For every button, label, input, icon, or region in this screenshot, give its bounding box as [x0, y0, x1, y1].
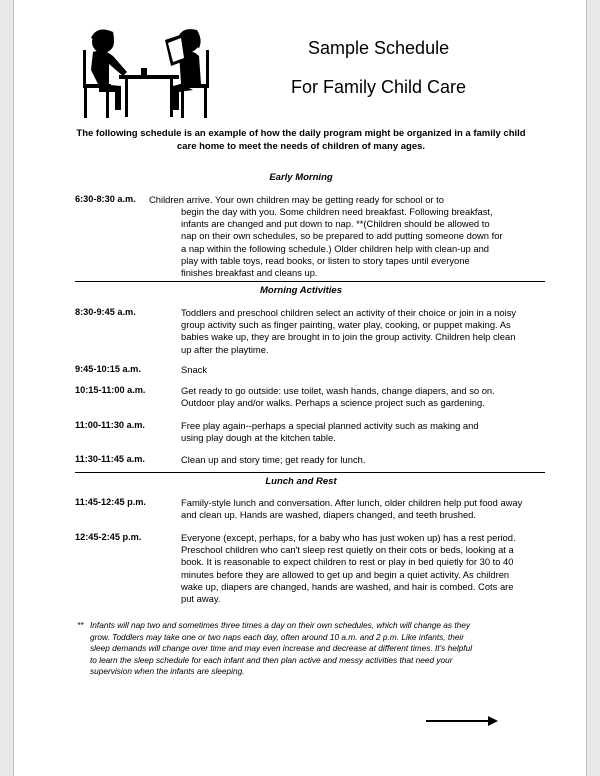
- schedule-time: 6:30-8:30 a.m.: [75, 194, 136, 204]
- schedule-time: 12:45-2:45 p.m.: [75, 532, 142, 542]
- footnote-line: Infants will nap two and sometimes three times a day on their own schedules, which will change as they: [90, 620, 471, 630]
- intro-paragraph: [54, 127, 548, 153]
- page-title: Sample Schedule: [308, 38, 450, 58]
- children-at-table-illustration: [69, 20, 219, 120]
- right-arrow-icon: [424, 714, 500, 728]
- section-heading-early-morning: Early Morning: [269, 172, 333, 183]
- activity-line: book. It is reasonable to expect children to rest or play in bed quietly for 30 to 40: [181, 556, 514, 568]
- page-subtitle: For Family Child Care: [291, 77, 467, 97]
- schedule-activity: [181, 532, 576, 605]
- activity-line: up after the playtime.: [181, 343, 269, 355]
- footnote-line: to learn the sleep schedule for each infant and then plan active and messy activities that need your: [90, 654, 453, 665]
- activity-line: a nap within the following schedule.) Older children help with clean-up and: [181, 242, 489, 254]
- activity-line: Get ready to go outside: use toilet, wash hands, change diapers, and so on.: [181, 385, 495, 396]
- activity-line: wake up, diapers are changed, hands are washed, and hair is combed. Cots are: [181, 580, 514, 592]
- footnote-line: supervision when the infants are sleeping.: [90, 666, 245, 677]
- section-divider: [75, 281, 545, 282]
- activity-line: Preschool children who can't sleep rest quietly on their cots or beds, looking at a: [181, 544, 514, 556]
- schedule-time: 11:45-12:45 p.m.: [75, 497, 146, 507]
- section-heading-lunch-and-rest: Lunch and Rest: [265, 476, 337, 487]
- activity-line: minutes before they are allowed to get up and begin a quiet activity. As children: [181, 568, 510, 580]
- activity-line: Free play again--perhaps a special planned activity such as making and: [181, 420, 479, 431]
- activity-line: Toddlers and preschool children select an activity of their choice or join in a noisy: [181, 307, 517, 318]
- activity-line: using play dough at the kitchen table.: [181, 432, 336, 444]
- schedule-time: 9:45-10:15 a.m.: [75, 364, 141, 374]
- document-page: [13, 0, 587, 776]
- activity-line: put away.: [181, 593, 221, 605]
- section-divider: [75, 472, 545, 473]
- schedule-activity: [181, 454, 576, 466]
- schedule-activity: [181, 364, 571, 376]
- schedule-time: 11:00-11:30 a.m.: [75, 420, 145, 430]
- schedule-activity: [181, 307, 576, 356]
- schedule-activity: [181, 497, 576, 521]
- footnote-marker: **: [77, 620, 84, 630]
- schedule-activity: [181, 206, 571, 279]
- schedule-time: 11:30-11:45 a.m.: [75, 454, 145, 464]
- footnote-line: grow. Toddlers may take one or two naps each day, often around 10 a.m. and 2 p.m. Like infants, their: [90, 631, 465, 642]
- activity-line: play with table toys, read books, or listen to story tapes until everyone: [181, 254, 470, 266]
- schedule-activity-first-line: Children arrive. Your own children may be getting ready for school or to: [149, 194, 444, 205]
- activity-line: Snack: [181, 364, 208, 375]
- schedule-time: 8:30-9:45 a.m.: [75, 307, 136, 317]
- activity-line: Everyone (except, perhaps, for a baby who has just woken up) has a rest period.: [181, 532, 516, 543]
- activity-line: nap on their own schedules, so be prepared to add putting someone down for: [181, 230, 503, 242]
- activity-line: Family-style lunch and conversation. After lunch, older children help put food away: [181, 497, 523, 508]
- schedule-activity: [181, 420, 576, 444]
- activity-line: infants are changed and put down to nap. **(Children should be allowed to: [181, 218, 490, 230]
- footnote: [90, 620, 550, 678]
- activity-line: Clean up and story time; get ready for lunch.: [181, 454, 366, 465]
- footnote-line: sleep demands will change over time and may even increase and decrease at different times. It's helpful: [90, 643, 473, 654]
- schedule-time: 10:15-11:00 a.m.: [75, 385, 146, 395]
- activity-line: Outdoor play and/or walks. Perhaps a science project such as gardening.: [181, 397, 485, 409]
- activity-line: group activity such as finger painting, water play, cooking, or puppet making. As: [181, 319, 511, 331]
- schedule-activity: [181, 385, 576, 409]
- activity-line: finishes breakfast and cleans up.: [181, 267, 318, 279]
- activity-line: begin the day with you. Some children need breakfast. Following breakfast,: [181, 206, 493, 217]
- intro-line: The following schedule is an example of how the daily program might be organized in a family child: [76, 128, 526, 139]
- intro-line: care home to meet the needs of children of many ages.: [176, 141, 426, 152]
- activity-line: babies wake up, they are brought in to join the group activity. Children help clean: [181, 331, 516, 343]
- section-heading-morning-activities: Morning Activities: [260, 285, 342, 296]
- activity-line: and clean up. Hands are washed, diapers changed, and teeth brushed.: [181, 509, 477, 521]
